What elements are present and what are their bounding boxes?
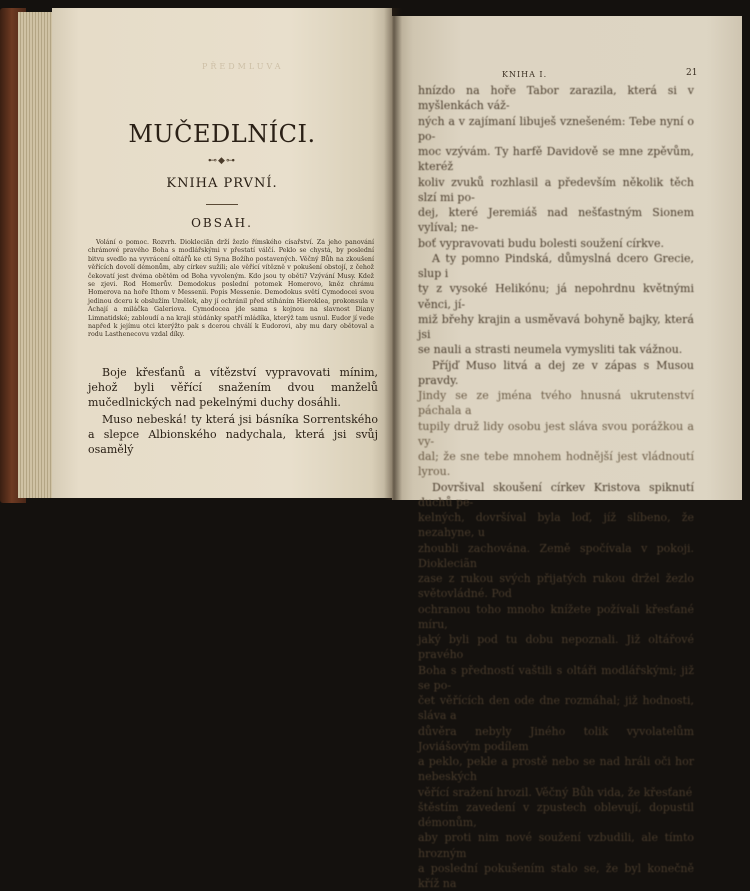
text-line: zase z rukou svých přijatých rukou držel žezlo světovládné. Pod xyxy=(418,572,694,601)
right-page xyxy=(392,16,742,890)
text-line: důvěra nebyly Jiného tolik vyvolatelům Joviášovým podílem xyxy=(418,724,694,753)
chapter-heading: KNIHA PRVNÍ. xyxy=(166,176,278,191)
text-line: Jindy se ze jména tvého hnusná ukrutenství páchala a xyxy=(418,389,694,418)
summary-text: Volání o pomoc. Rozvrh. Diokleciãn drží žezlo římského císařství. Za jeho panování chrámové pravého Boha s modlářskými v přestatí válčí. Peklo se chystá, by poslední bitvu svedlo na vyvrácení oltářů ke cti Syna Božího postavených. Věčný Bůh na zkoušení věřících dovolí démonům, aby církev sužili; ale věřící vítězně v pokušení obstojí, z čehož čekovatí jest dvéma obětěm od Boha vyvolеným. Kdo jsou ty oběti? Vzývání Musy. Kdež se zjevi. Rod Homerův. Demodokus poslední potomek Homerovo, kněz chrámu Homerova na hoře Ithom v Messenii. Popis Messenie. Demodokus světí Cymodocei svou jedinou dceru k obslužím Umělek, aby jí ochránil před stíháním Hierokleа, prokonsula v Achají a miláčka Galeriova. Cymodocea jde sama s kojnou na slavnost Diany Limnatidské; zabloudí a na kraji stúdánky spatří mládíka, kterýž tam usnul. Eudor jí vede napřed k jejímu otci kterýžto pak s dcerou chválí k Eudorovi, aby mu dary obětoval a rodu Lastheneсovu vzdal díky. xyxy=(88,239,374,339)
body-paragraph: Boje křesťanů a vítězství vypravovati mínim, jehož byli věřící snažením dvou manželů mučedlnických nad pekelnými duchy dosáhli. xyxy=(88,366,378,410)
contents-heading: OBSAH. xyxy=(191,216,253,230)
right-body-text xyxy=(418,83,694,891)
text-line: ných a v zajímaní libuješ vznešeném: Tebe nyní o po- xyxy=(418,114,694,143)
running-header: KNIHA I. xyxy=(502,70,548,79)
text-line: Příjď Muso litvá a dej ze v zápas s Musou pravdy. xyxy=(418,358,694,387)
heading-rule xyxy=(206,204,238,205)
text-line: A ty pomno Pindská, důmyslná dcero Grecie, slup i xyxy=(418,251,694,280)
text-line: Boha s předností vaštili s oltáři modlářskými; již se po- xyxy=(418,663,694,692)
text-line: dal; že sne tebe mnohem hodnější jest vládnoutí lyrou. xyxy=(418,450,694,479)
text-line: Dovršival skoušení církev Kristova spiknutí duchů pe- xyxy=(418,480,694,509)
text-line: a peklo, pekle a prostě nebo se nad hráli oči hor nebeských xyxy=(418,755,694,784)
text-line: moc vzývám. Ty harfě Davidově se mne zpěvům, kteréž xyxy=(418,145,694,174)
text-line: kelných, dovršíval byla loď, jíž slíbeno, že nezahyne, u xyxy=(418,511,694,540)
text-line: jaký byli pod tu dobu nepoznali. Již oltářové pravého xyxy=(418,633,694,662)
show-through-header: PŘEDMLUVA xyxy=(202,62,284,71)
left-page xyxy=(52,8,392,498)
text-line: miž břehy krajin a usměvavá bohyně bajky, která jsi xyxy=(418,312,694,341)
book-title-heading: MUČEDLNÍCI. xyxy=(128,120,316,148)
text-line: štěstím zavedení v zpustech oblevují, dopustil démonům, xyxy=(418,800,694,829)
left-body-text xyxy=(88,365,378,458)
title-ornament: ⊷◆⊶ xyxy=(208,156,236,166)
book-gutter xyxy=(384,8,402,500)
text-line: se nauli a strasti neumela vymyslіti tak vážnou. xyxy=(418,343,683,357)
text-line: aby proti nim nové soužení vzbudili, ale tímto hrozným xyxy=(418,831,694,860)
text-line: čet věřících den ode dne rozmáhal; již hodnosti, sláva a xyxy=(418,694,694,723)
text-line: koliv zvuků rozhlasil a především několik těch slzí mi po- xyxy=(418,175,694,204)
text-line: boť vypravovati budu bolesti soužení církve. xyxy=(418,236,665,250)
text-line: ty z vysoké Helikónu; já nepohrdnu květnými věnci, jí- xyxy=(418,282,694,311)
page-number: 21 xyxy=(686,68,698,78)
text-line: hnízdo na hoře Tabor zarazila, která si v myšlenkách váž- xyxy=(418,84,694,113)
text-line: ochranou toho mnoho knížete požívali křesťané míru, xyxy=(418,602,694,631)
text-line: věřící sražení hrozil. Věčný Bůh vida, že křesťané xyxy=(418,785,693,799)
body-paragraph: Muso nebeská! ty která jsi básníka Sorrentského a slepce Albionského nadychala, která jsi svůj osamělý xyxy=(88,412,378,457)
text-line: tupily druž lidy osobu jest sláva svou porážkou a vy- xyxy=(418,419,694,448)
page-stack-edge xyxy=(18,12,56,498)
text-line: zhoubli zachována. Země spočívala v pokoji. Diokleciãn xyxy=(418,541,694,570)
text-line: a poslední pokušením stalo se, že byl konečně kříž na xyxy=(418,861,694,890)
text-line: dej, které Jeremiáš nad nešťastným Sionem vylíval; ne- xyxy=(418,206,694,235)
chapter-summary xyxy=(88,239,374,340)
